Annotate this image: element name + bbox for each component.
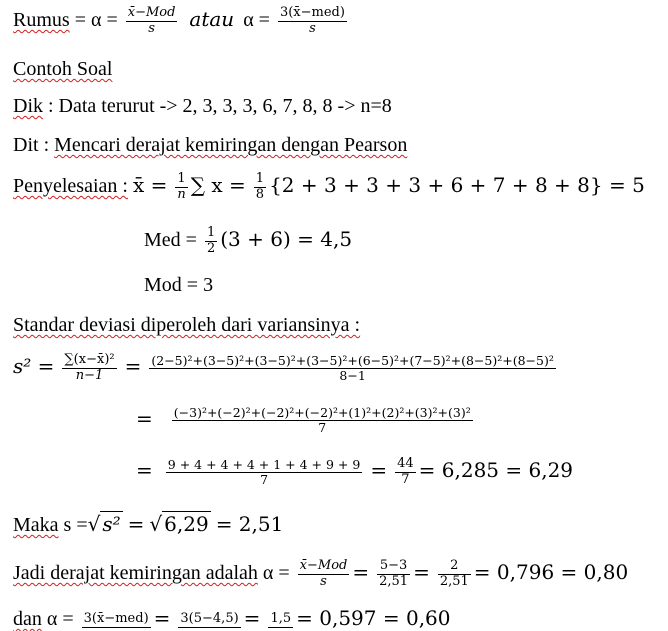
skewness-fraction-2: $\frac{5-3}{2,51}$ <box>379 558 409 589</box>
dik-line <box>13 94 392 118</box>
rumus-fraction-1: $\frac{\text{x̄−Mod}}{s}$ <box>127 5 176 36</box>
mean-lhs: x̄ = <box>132 173 168 198</box>
skewness-pearson2-fraction-2: 3(5−4,5) <box>180 611 239 627</box>
penyelesaian-label: Penyelesaian : <box>13 175 128 198</box>
rumus-eq2: α = <box>243 9 270 32</box>
variance-fraction-3: $\frac{\text{(−3)²+(−2)²+(−2)²+(−2)²+(1)²+(2)²+(3)²+(3)²}}{7}$ <box>173 405 471 436</box>
median-line <box>144 226 352 257</box>
jadi-alpha: α = <box>262 562 290 585</box>
dan-result: = 0,597 = 0,60 <box>296 606 451 630</box>
contoh-soal-heading: Contoh Soal <box>13 58 113 80</box>
dit-colon: : <box>38 134 50 156</box>
stdev-intro: Standar deviasi diperoleh dari variansinya : <box>13 314 361 336</box>
rumus-eq1: = α = <box>74 9 118 32</box>
sqrt-629: √ 6,29 <box>149 512 209 536</box>
mean-result: {2 + 3 + 3 + 3 + 6 + 7 + 8 + 8} = 5 <box>269 173 645 198</box>
dit-text: Mencari derajat kemiringan dengan Pearson <box>54 134 408 156</box>
s2-lhs: s² = <box>13 354 55 379</box>
rumus-label: Rumus <box>13 9 70 32</box>
mean-fraction-1: $\frac{1}{n}$ <box>177 171 186 202</box>
variance-fraction-4: $\frac{9 + 4 + 4 + 4 + 1 + 4 + 9 + 9}{7}$ <box>167 456 361 487</box>
med-label: Med = <box>144 229 197 252</box>
dik-text: : Data terurut -> 2, 3, 3, 3, 6, 7, 8, 8 -> n=8 <box>48 95 392 117</box>
rumus-fraction-2: $\frac{\text{3(x̄−med)}}{s}$ <box>279 5 345 36</box>
dan-line: dan α = 3(x̄−med) = 3(5−4,5) = 1,5 = 0,597 = 0,60 <box>13 606 451 630</box>
sqrt-s2: √ s² <box>87 512 121 536</box>
skewness-pearson2-fraction-1: 3(x̄−med) <box>83 611 149 627</box>
atau-word: atau <box>189 7 235 32</box>
skewness-fraction-1: $\frac{\text{x̄−Mod}}{s}$ <box>299 558 348 589</box>
median-fraction: $\frac{1}{2}$ <box>206 225 216 256</box>
maka-label: Maka <box>13 514 59 536</box>
skewness-pearson2-fraction-3: 1,5 <box>270 611 292 627</box>
variance-line-2: = $\frac{\text{(−3)²+(−2)²+(−2)²+(−2)²+(1)²+(2)²+(3)²+(3)²}}{7}$ <box>136 405 471 436</box>
jadi-text: Jadi derajat kemiringan adalah <box>13 562 258 585</box>
dan-label: dan <box>13 608 42 630</box>
maka-s: s = <box>63 514 88 536</box>
variance-result: = 6,285 = 6,29 <box>418 458 574 483</box>
variance-line-1: s² = $\frac{\text{∑(x−x̄)²}}{n-1}$ = $\frac{\text{(2−5)²+(3−5)²+(3−5)²+(3−5)²+(6−5)²+(7−5)²+(8−5)²+(8−5)²}}{8-1}$ <box>13 352 554 383</box>
mode-line: Mod = 3 <box>144 274 214 296</box>
variance-fraction-2: $\frac{\text{(2−5)²+(3−5)²+(3−5)²+(3−5)²+(6−5)²+(7−5)²+(8−5)²+(8−5)²}}{8-1}$ <box>151 352 554 383</box>
dan-alpha: α = <box>46 608 74 630</box>
mean-sum: ∑ x = <box>190 173 246 198</box>
variance-fraction-5: $\frac{44}{7}$ <box>397 456 414 487</box>
maka-line: Maka s =√ s² = √ 6,29 = 2,51 <box>13 512 284 536</box>
dik-label: Dik <box>13 95 43 117</box>
mean-line <box>13 172 645 203</box>
jadi-result: = 0,796 = 0,80 <box>473 560 629 585</box>
maka-result: = 2,51 <box>215 512 284 536</box>
rumus-line <box>13 6 350 37</box>
jadi-line: Jadi derajat kemiringan adalah α = $\frac{\text{x̄−Mod}}{s}$ = $\frac{5-3}{2,51}$ = $\frac{2}{2,51}$ = 0,796 = 0,80 <box>13 558 629 589</box>
mean-fraction-2: $\frac{1}{8}$ <box>255 171 265 202</box>
skewness-fraction-3: $\frac{2}{2,51}$ <box>439 558 469 589</box>
dit-line <box>13 133 407 157</box>
dit-label: Dit <box>13 134 39 156</box>
median-result: (3 + 6) = 4,5 <box>220 227 353 252</box>
variance-fraction-1: $\frac{\text{∑(x−x̄)²}}{n-1}$ <box>64 352 115 383</box>
variance-line-3: = $\frac{9 + 4 + 4 + 4 + 1 + 4 + 9 + 9}{7}$ = $\frac{44}{7}$ = 6,285 = 6,29 <box>136 456 574 487</box>
